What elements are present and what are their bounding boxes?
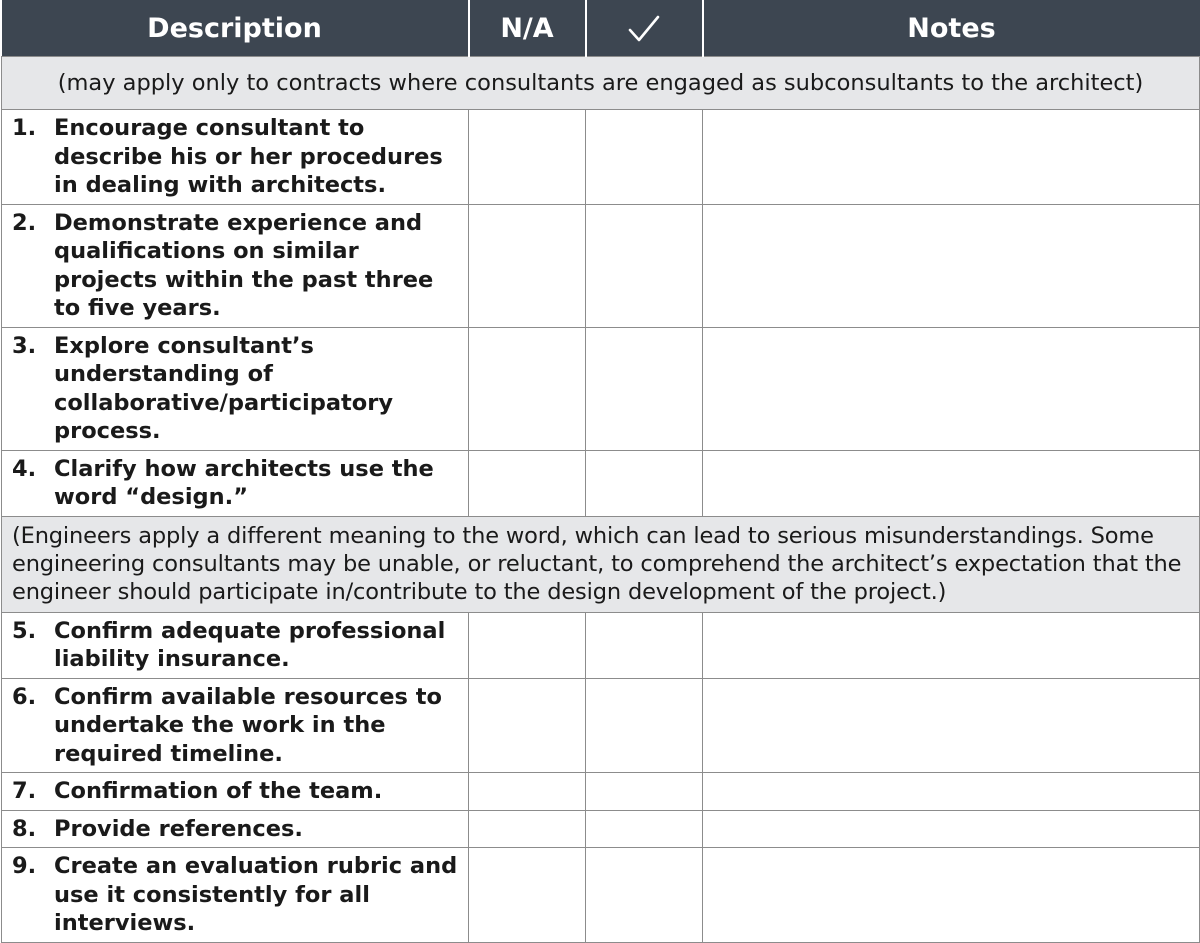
check-cell[interactable] xyxy=(586,773,703,811)
item-text: Confirmation of the team. xyxy=(54,778,383,804)
item-description xyxy=(2,450,469,516)
na-cell[interactable] xyxy=(469,450,586,516)
na-cell[interactable] xyxy=(469,773,586,811)
checklist-row xyxy=(2,848,1200,943)
notes-cell[interactable] xyxy=(703,810,1200,848)
checklist-row xyxy=(2,612,1200,678)
na-cell[interactable] xyxy=(469,612,586,678)
na-cell[interactable] xyxy=(469,327,586,450)
item-number: 3. xyxy=(12,332,37,359)
item-number: 1. xyxy=(12,115,37,141)
item-text: Explore consultant’s understanding of collaborative/participatory process. xyxy=(54,332,394,444)
header-description: Description xyxy=(2,0,469,57)
item-number: 8. xyxy=(12,815,37,842)
na-cell[interactable] xyxy=(469,204,586,327)
check-cell[interactable] xyxy=(586,450,703,516)
checklist-row xyxy=(2,450,1200,516)
item-text: Encourage consultant to describe his or her procedures in dealing with architects. xyxy=(54,115,443,198)
item-description xyxy=(2,678,469,773)
item-text: Confirm available resources to undertake the work in the required timeline. xyxy=(54,683,442,767)
intro-note: (may apply only to contracts where consultants are engaged as subconsultants to the architect) xyxy=(2,57,1200,110)
check-cell[interactable] xyxy=(586,810,703,848)
check-cell[interactable] xyxy=(586,678,703,773)
na-cell[interactable] xyxy=(469,810,586,848)
item-text: Provide references. xyxy=(54,815,303,842)
na-cell[interactable] xyxy=(469,110,586,205)
item-description xyxy=(2,327,469,450)
check-cell[interactable] xyxy=(586,327,703,450)
header-na: N/A xyxy=(469,0,586,57)
item-text: Demonstrate experience and qualifications on similar projects within the past three to five years. xyxy=(54,209,434,321)
item-number: 2. xyxy=(12,209,37,236)
item-number: 7. xyxy=(12,778,37,804)
item-number: 5. xyxy=(12,617,37,644)
notes-cell[interactable] xyxy=(703,110,1200,205)
na-cell[interactable] xyxy=(469,848,586,943)
checklist-row xyxy=(2,110,1200,205)
intro-note-row xyxy=(2,57,1200,110)
notes-cell[interactable] xyxy=(703,612,1200,678)
item-description xyxy=(2,110,469,205)
engineers-note: (Engineers apply a different meaning to the word, which can lead to serious misunderstandings. Some engineering consultants may be unable, or reluctant, to comprehend the architect’s expectation that the engineer should participate in/contribute to the design development of the project.) xyxy=(2,516,1200,612)
checkmark-icon xyxy=(627,14,661,44)
item-description xyxy=(2,204,469,327)
check-cell[interactable] xyxy=(586,612,703,678)
engineers-note-row xyxy=(2,516,1200,612)
notes-cell[interactable] xyxy=(703,848,1200,943)
item-number: 9. xyxy=(12,853,37,879)
checklist-row xyxy=(2,204,1200,327)
checklist-row xyxy=(2,327,1200,450)
header-notes: Notes xyxy=(703,0,1200,57)
item-description xyxy=(2,612,469,678)
notes-cell[interactable] xyxy=(703,204,1200,327)
checklist-row xyxy=(2,810,1200,848)
item-number: 6. xyxy=(12,683,37,710)
checklist-row xyxy=(2,773,1200,811)
item-text: Clarify how architects use the word “design.” xyxy=(54,455,434,510)
item-description xyxy=(2,773,469,811)
na-cell[interactable] xyxy=(469,678,586,773)
notes-cell[interactable] xyxy=(703,327,1200,450)
item-text: Confirm adequate professional liability insurance. xyxy=(54,617,446,672)
header-row xyxy=(2,0,1200,57)
item-text: Create an evaluation rubric and use it consistently for all interviews. xyxy=(54,853,458,936)
item-number: 4. xyxy=(12,455,37,482)
item-description xyxy=(2,810,469,848)
notes-cell[interactable] xyxy=(703,773,1200,811)
notes-cell[interactable] xyxy=(703,450,1200,516)
check-cell[interactable] xyxy=(586,848,703,943)
checklist-row xyxy=(2,678,1200,773)
checklist-table xyxy=(1,0,1200,943)
notes-cell[interactable] xyxy=(703,678,1200,773)
header-checkmark xyxy=(586,0,703,57)
check-cell[interactable] xyxy=(586,204,703,327)
check-cell[interactable] xyxy=(586,110,703,205)
item-description xyxy=(2,848,469,943)
